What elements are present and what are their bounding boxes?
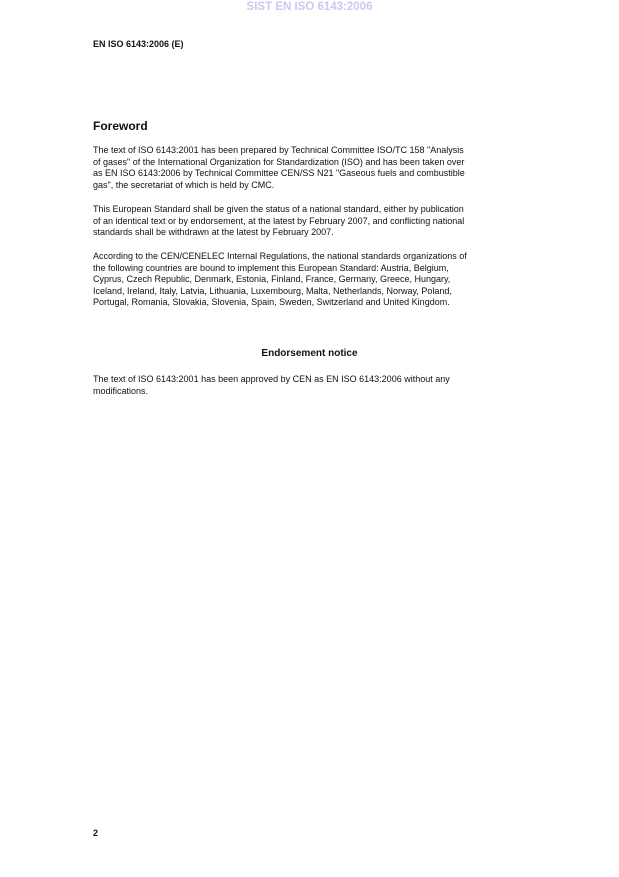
text-line: Cyprus, Czech Republic, Denmark, Estonia, Finland, France, Germany, Greece, Hungary, bbox=[93, 274, 451, 285]
text-line: This European Standard shall be given the status of a national standard, either by publication bbox=[93, 204, 464, 214]
foreword-paragraph-2 bbox=[93, 204, 533, 239]
foreword-paragraph-3 bbox=[93, 251, 533, 309]
watermark: SIST EN ISO 6143:2006 bbox=[246, 1, 373, 13]
page-number: 2 bbox=[93, 828, 99, 838]
text-line: as EN ISO 6143:2006 by Technical Committee CEN/SS N21 "Gaseous fuels and combustible bbox=[93, 168, 465, 179]
foreword-paragraph-1 bbox=[93, 145, 533, 191]
document-header: EN ISO 6143:2006 (E) bbox=[93, 39, 184, 49]
text-line: The text of ISO 6143:2001 has been approved by CEN as EN ISO 6143:2006 without any bbox=[93, 374, 450, 384]
text-line: gas", the secretariat of which is held by CMC. bbox=[93, 179, 275, 190]
text-line: the following countries are bound to implement this European Standard: Austria, Belgium, bbox=[93, 262, 449, 273]
text-line: Iceland, Ireland, Italy, Latvia, Lithuania, Luxembourg, Malta, Netherlands, Norway, Poland, bbox=[93, 285, 452, 296]
endorsement-paragraph bbox=[93, 374, 533, 397]
text-line: Portugal, Romania, Slovakia, Slovenia, Spain, Sweden, Switzerland and United Kingdom. bbox=[93, 297, 450, 308]
text-line: of gases" of the International Organization for Standardization (ISO) and has been taken over bbox=[93, 156, 465, 167]
text-line: According to the CEN/CENELEC Internal Regulations, the national standards organizations of bbox=[93, 251, 467, 261]
text-line: of an identical text or by endorsement, at the latest by February 2007, and conflicting national bbox=[93, 215, 465, 226]
text-line: modifications. bbox=[93, 385, 149, 396]
text-line: standards shall be withdrawn at the latest by February 2007. bbox=[93, 227, 334, 238]
text-line: The text of ISO 6143:2001 has been prepared by Technical Committee ISO/TC 158 "Analysis bbox=[93, 145, 464, 155]
endorsement-heading: Endorsement notice bbox=[261, 348, 358, 359]
foreword-heading: Foreword bbox=[93, 119, 148, 133]
